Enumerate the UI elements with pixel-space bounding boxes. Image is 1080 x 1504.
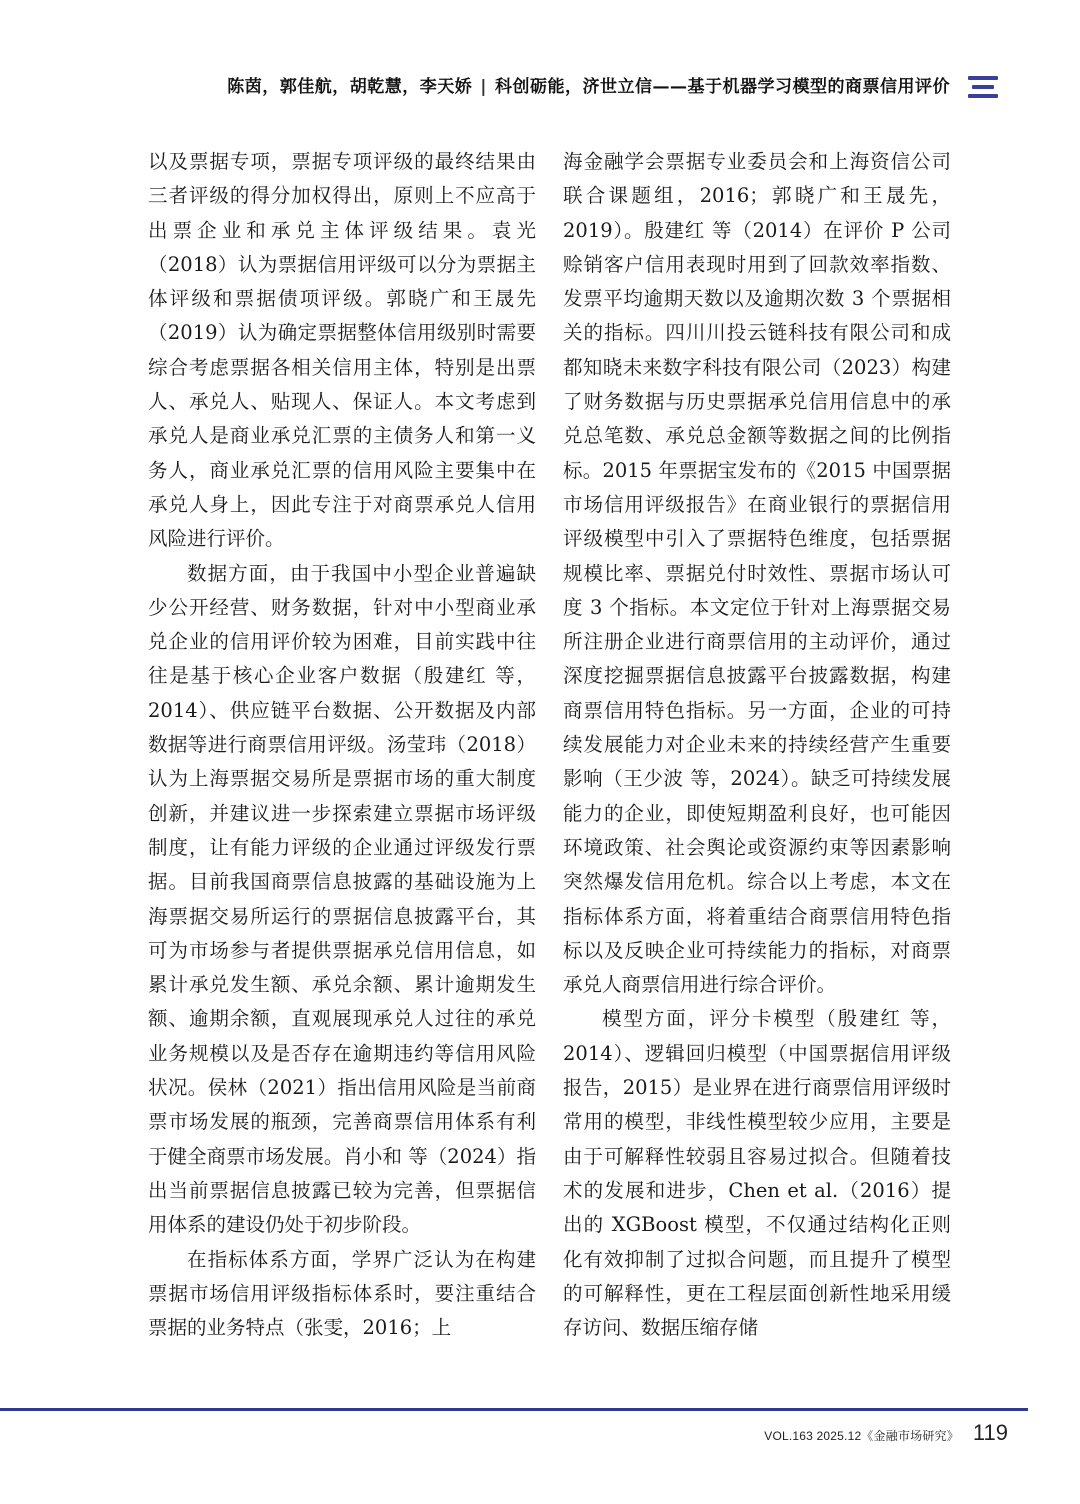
left-column xyxy=(148,145,536,1345)
header-title: 科创砺能，济世立信——基于机器学习模型的商票信用评价 xyxy=(495,77,950,97)
left-paragraph-3: 在指标体系方面，学界广泛认为在构建票据市场信用评级指标体系时，要注重结合票据的业务特点（张雯，2016；上 xyxy=(148,1247,536,1340)
page-footer xyxy=(764,1420,1008,1446)
running-header xyxy=(140,72,950,97)
left-paragraph-2: 数据方面，由于我国中小型企业普遍缺少公开经营、财务数据，针对中小型商业承兑企业的信用评价较为困难，目前实践中往往是基于核心企业客户数据（殷建红 等，2014）、供应链平台数据、公开数据及内部数据等进行商票信用评级。汤莹玮（2018）认为上海票据交易所是票据市场的重大制度创新，并建议进一步探索建立票据市场评级制度，让有能力评级的企业通过评级发行票据。目前我国商票信息披露的基础设施为上海票据交易所运行的票据信息披露平台，其可为市场参与者提供票据承兑信用信息，如累计承兑发生额、承兑余额、累计逾期发生额、逾期余额，直观展现承兑人过往的承兑业务规模以及是否存在逾期违约等信用风险状况。侯林（2021）指出信用风险是当前商票市场发展的瓶颈，完善商票信用体系有利于健全商票市场发展。肖小和 等（2024）指出当前票据信息披露已较为完善，但票据信用体系的建设仍处于初步阶段。 xyxy=(148,561,536,1237)
header-separator: | xyxy=(480,77,487,97)
header-logo-icon xyxy=(968,76,998,98)
left-paragraph-1: 以及票据专项，票据专项评级的最终结果由三者评级的得分加权得出，原则上不应高于出票企业和承兑主体评级结果。袁光（2018）认为票据信用评级可以分为票据主体评级和票据债项评级。郭晓广和王晟先（2019）认为确定票据整体信用级别时需要综合考虑票据各相关信用主体，特别是出票人、承兑人、贴现人、保证人。本文考虑到承兑人是商业承兑汇票的主债务人和第一义务人，商业承兑汇票的信用风险主要集中在承兑人身上，因此专注于对商票承兑人信用风险进行评价。 xyxy=(148,150,536,551)
page-number: 119 xyxy=(972,1420,1008,1445)
journal-info: VOL.163 2025.12《金融市场研究》 xyxy=(764,1429,959,1443)
right-paragraph-2: 模型方面，评分卡模型（殷建红 等，2014）、逻辑回归模型（中国票据信用评级报告，2015）是业界在进行商票信用评级时常用的模型，非线性模型较少应用，主要是由于可解释性较弱且容易过拟合。但随着技术的发展和进步，Chen et al.（2016）提出的 XGBoost 模型，不仅通过结构化正则化有效抑制了过拟合问题，而且提升了模型的可解释性，更在工程层面创新性地采用缓存访问、数据压缩存储 xyxy=(563,1007,951,1340)
right-paragraph-1: 海金融学会票据专业委员会和上海资信公司联合课题组，2016；郭晓广和王晟先，2019）。殷建红 等（2014）在评价 P 公司赊销客户信用表现时用到了回款效率指数、发票平均逾期天数以及逾期次数 3 个票据相关的指标。四川川投云链科技有限公司和成都知晓未来数字科技有限公司（2023）构建了财务数据与历史票据承兑信用信息中的承兑总笔数、承兑总金额等数据之间的比例指标。2015 年票据宝发布的《2015 中国票据市场信用评级报告》在商业银行的票据信用评级模型中引入了票据特色维度，包括票据规模比率、票据兑付时效性、票据市场认可度 3 个指标。本文定位于针对上海票据交易所注册企业进行商票信用的主动评价，通过深度挖掘票据信息披露平台披露数据，构建商票信用特色指标。另一方面，企业的可持续发展能力对企业未来的持续经营产生重要影响（王少波 等，2024）。缺乏可持续发展能力的企业，即使短期盈利良好，也可能因环境政策、社会舆论或资源约束等因素影响突然爆发信用危机。综合以上考虑，本文在指标体系方面，将着重结合商票信用特色指标以及反映企业可持续能力的指标，对商票承兑人商票信用进行综合评价。 xyxy=(563,150,951,997)
right-column xyxy=(563,145,951,1345)
footer-divider xyxy=(0,1408,1028,1411)
header-authors: 陈茵，郭佳航，胡乾慧，李天娇 xyxy=(227,77,473,97)
